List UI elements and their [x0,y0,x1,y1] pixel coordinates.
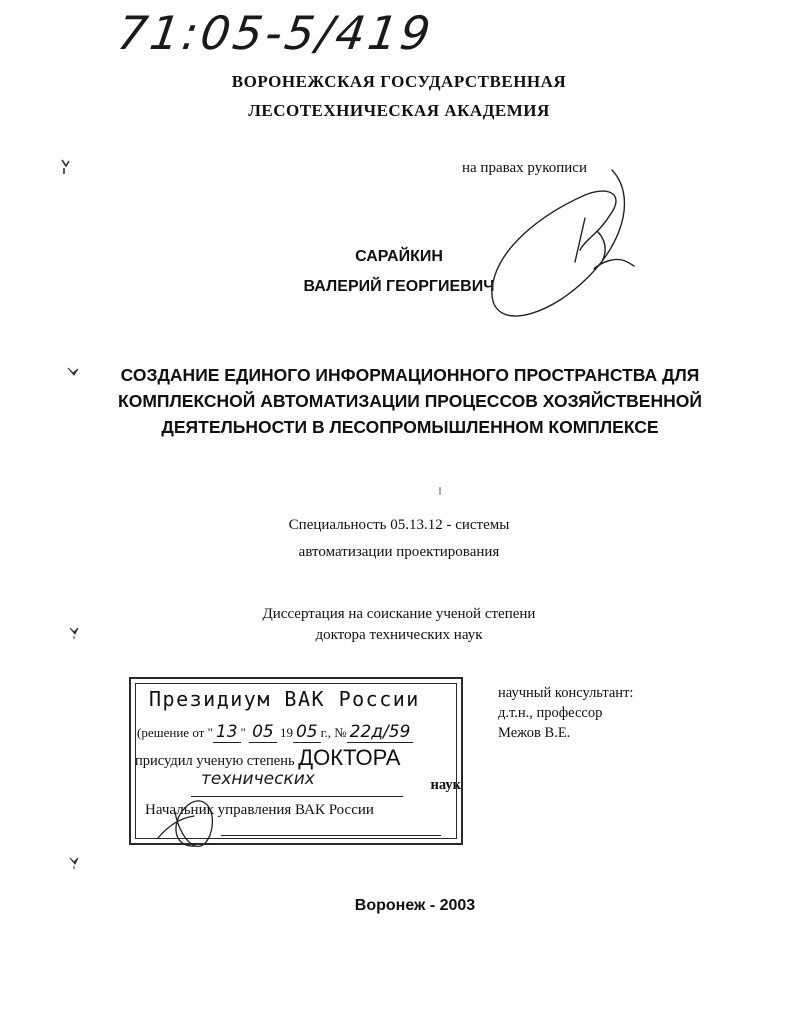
consultant-label: научный консультант: [498,685,634,701]
stamp-year-prefix: 19 [279,725,293,740]
stamp-day: 13 [213,722,241,743]
stamp-field: технических [201,769,315,789]
stamp-awarded-prefix: присудил ученую степень [135,753,295,769]
stamp-signature-line [221,835,441,836]
consultant-name: Межов В.Е. [498,725,571,741]
stamp-sciences: наук [430,777,461,793]
degree-statement [0,604,798,646]
degree-line1: Диссертация на соискание ученой степени [262,606,536,622]
author-surname: САРАЙКИН [355,248,443,265]
stamp-field-row [191,769,461,799]
margin-mark-2 [68,368,78,375]
title-line2: КОМПЛЕКСНОЙ АВТОМАТИЗАЦИИ ПРОЦЕССОВ ХОЗЯЙСТВЕННОЙ [118,391,702,411]
university-name-line2: ЛЕСОТЕХНИЧЕСКАЯ АКАДЕМИЯ [248,101,550,120]
stamp-decision-prefix: (решение от " [137,725,213,740]
stamp-decision-line [137,722,413,742]
university-name-line1: ВОРОНЕЖСКАЯ ГОСУДАРСТВЕННАЯ [231,72,567,91]
archive-number: 71:05-5/419 [114,6,437,60]
author-name: ВАЛЕРИЙ ГЕОРГИЕВИЧ [303,278,495,295]
stamp-decision-number: 22д/59 [347,722,414,743]
stamp-degree-word: ДОКТОРА [298,745,401,770]
stamp-year-suffix: 05 [293,722,321,743]
city-year: Воронеж - 2003 [354,897,476,914]
dissertation-title [80,362,740,440]
consultant-title: д.т.н., профессор [498,705,603,721]
scientific-consultant [498,683,633,743]
margin-mark-4 [70,858,78,869]
manuscript-note: на правах рукописи [462,160,587,176]
specialty-line1: Специальность 05.13.12 - системы [288,517,510,533]
degree-line2: доктора технических наук [315,627,483,643]
specialty-line2: автоматизации проектирования [298,544,500,560]
stamp-quote: " [240,725,246,740]
stamp-awarded-line [135,745,400,771]
stamp-month: 05 [249,722,277,743]
title-line3: ДЕЯТЕЛЬНОСТИ В ЛЕСОПРОМЫШЛЕННОМ КОМПЛЕКСЕ [161,417,659,437]
stamp-year-label: г., № [320,725,347,740]
margin-mark-1 [62,160,69,174]
vak-stamp [129,677,463,845]
stamp-title: Президиум ВАК России [149,687,420,711]
stamp-chief: Начальник управления ВАК России [145,802,374,818]
specialty [0,512,798,566]
stamp-field-underline [191,796,403,797]
title-line1: СОЗДАНИЕ ЕДИНОГО ИНФОРМАЦИОННОГО ПРОСТРАНСТВА ДЛЯ [120,365,700,385]
